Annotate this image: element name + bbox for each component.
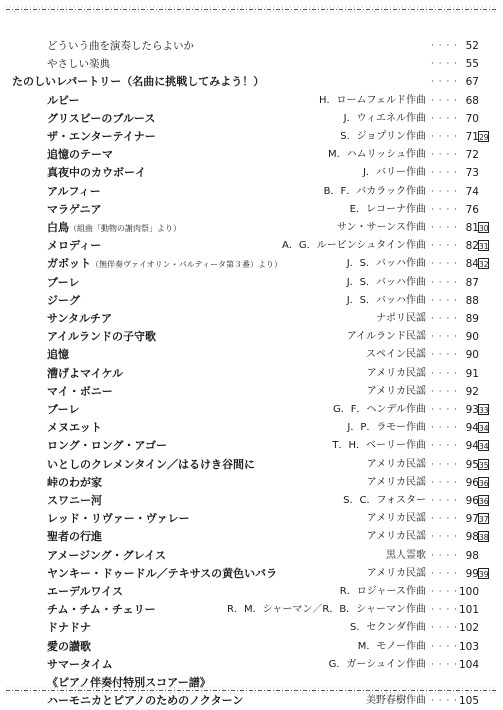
entry-title bbox=[47, 474, 102, 492]
leader-dots: · · · · bbox=[431, 368, 459, 379]
entry-composer: J．バリー作曲 bbox=[363, 167, 426, 179]
entry-title-text: アイルランドの子守歌 bbox=[47, 330, 157, 344]
entry-page-number: 76 bbox=[465, 203, 479, 216]
entry-title bbox=[47, 456, 255, 474]
entry-title bbox=[47, 328, 156, 346]
entry-composer: J．S．バッハ作曲 bbox=[346, 276, 426, 288]
leader-dots: · · · · bbox=[431, 332, 459, 343]
entry-title-text: メロディー bbox=[47, 239, 102, 253]
entry-title bbox=[47, 219, 181, 238]
entry-title bbox=[47, 365, 123, 383]
entry-title-text: 追憶 bbox=[47, 348, 69, 362]
leader-dots: · · · · bbox=[431, 514, 459, 525]
entry-title-text: ジーグ bbox=[47, 293, 80, 307]
leader-dots: · · · · bbox=[431, 59, 459, 70]
entry-page-number: 52 bbox=[465, 40, 479, 52]
entry-title-text: 追憶のテーマ bbox=[47, 148, 113, 162]
toc-entry bbox=[0, 37, 503, 55]
toc-entry bbox=[0, 55, 503, 73]
leader-dots: · · · · bbox=[431, 477, 459, 488]
entry-note: （組曲「動物の謝肉祭」より） bbox=[69, 224, 181, 233]
toc-entry bbox=[0, 92, 503, 110]
entry-title-text: ドナドナ bbox=[47, 621, 91, 635]
entry-title bbox=[47, 492, 102, 510]
entry-page-number: 68 bbox=[465, 94, 479, 107]
entry-composer: H．ロームフェルド作曲 bbox=[318, 94, 426, 106]
leader-dots: · · · · bbox=[431, 204, 459, 215]
entry-title bbox=[47, 528, 102, 546]
entry-composer: M．モノー作曲 bbox=[357, 640, 426, 652]
entry-title-text: ハーモニカとピアノのためのノクターン bbox=[47, 694, 244, 708]
toc-entry bbox=[0, 401, 503, 419]
entry-title-text: 漕げよマイケル bbox=[47, 366, 124, 380]
entry-page-number: 102 bbox=[458, 622, 479, 635]
leader-dots: · · · · bbox=[431, 277, 459, 288]
entry-title-text: どういう曲を演奏したらよいか bbox=[47, 40, 194, 52]
entry-title-text: グリスビーのブルース bbox=[47, 111, 156, 125]
entry-title-text: ザ・エンターテイナー bbox=[47, 130, 156, 143]
entry-page-number: 90 bbox=[465, 349, 479, 362]
toc-entry bbox=[0, 565, 503, 583]
entry-title bbox=[47, 37, 194, 55]
entry-composer: G．ガーシュイン作曲 bbox=[328, 658, 426, 670]
leader-dots: · · · · bbox=[431, 113, 459, 124]
track-number-badge: 39 bbox=[479, 569, 489, 579]
entry-title-text: ブーレ bbox=[47, 275, 80, 289]
entry-title-text: マイ・ボニー bbox=[47, 384, 113, 398]
entry-note: （無伴奏ヴァイオリン・パルティータ第３番）より） bbox=[91, 260, 283, 270]
entry-composer: アメリカ民謡 bbox=[366, 476, 426, 488]
entry-composer: J．ウィエネル作曲 bbox=[343, 112, 426, 124]
entry-title-text: ブーレ bbox=[47, 403, 80, 416]
entry-composer: S．ジョプリン作曲 bbox=[340, 131, 426, 142]
entry-title bbox=[47, 310, 112, 328]
entry-title bbox=[47, 401, 79, 419]
entry-page-number: 98 bbox=[465, 531, 479, 544]
entry-title bbox=[47, 692, 243, 710]
leader-dots: · · · · bbox=[431, 350, 459, 361]
leader-dots: · · · · bbox=[431, 241, 459, 252]
leader-dots: · · · · bbox=[431, 623, 459, 634]
entry-composer: G．F．ヘンデル作曲 bbox=[332, 404, 426, 415]
leader-dots: · · · · bbox=[431, 441, 459, 452]
toc-entry bbox=[0, 365, 503, 383]
leader-dots: · · · · bbox=[431, 386, 459, 397]
entry-title bbox=[47, 274, 79, 292]
toc-entry bbox=[0, 656, 503, 674]
entry-page-number: 88 bbox=[465, 294, 479, 307]
leader-dots: · · · · bbox=[431, 95, 459, 106]
entry-composer: S．C．フォスター bbox=[343, 495, 426, 506]
toc-entry bbox=[0, 492, 503, 510]
entry-page-number: 97 bbox=[465, 513, 479, 526]
entry-title-text: 《ピアノ伴奏付特別スコアー譜》 bbox=[47, 676, 211, 689]
entry-page-number: 91 bbox=[465, 367, 479, 380]
toc-entry bbox=[0, 255, 503, 273]
entry-title-text: ルビー bbox=[47, 93, 80, 107]
entry-title bbox=[47, 619, 91, 637]
entry-page-number: 94 bbox=[465, 440, 479, 453]
entry-title-text: やさしい楽典 bbox=[47, 58, 110, 71]
track-number-badge: 34 bbox=[479, 442, 489, 452]
leader-dots: · · · · bbox=[431, 405, 459, 415]
entry-composer: アメリカ民謡 bbox=[366, 513, 426, 525]
leader-dots: · · · · bbox=[431, 150, 459, 161]
entry-page-number: 70 bbox=[465, 112, 479, 125]
entry-title-text: エーデルワイス bbox=[47, 585, 124, 598]
entry-composer: B．F．バカラック作曲 bbox=[323, 185, 426, 197]
leader-dots: · · · · bbox=[431, 314, 459, 324]
toc-entry bbox=[0, 583, 503, 601]
track-number-badge: 30 bbox=[479, 224, 489, 233]
entry-page-number: 67 bbox=[465, 76, 479, 89]
entry-title bbox=[47, 419, 102, 437]
entry-composer: M．ハムリッシュ作曲 bbox=[327, 149, 426, 161]
entry-composer: S．セクンダ作曲 bbox=[350, 622, 426, 634]
toc-entry bbox=[0, 474, 503, 492]
leader-dots: · · · · bbox=[431, 696, 459, 707]
toc-entry bbox=[0, 310, 503, 328]
entry-page-number: 99 bbox=[465, 567, 479, 580]
entry-composer: アメリカ民謡 bbox=[366, 531, 426, 543]
entry-composer: E．レコーナ作曲 bbox=[349, 203, 426, 215]
entry-title bbox=[47, 547, 166, 565]
entry-title-text: アメージング・グレイス bbox=[47, 548, 166, 562]
toc-entry bbox=[0, 73, 503, 91]
toc-entry bbox=[0, 510, 503, 528]
entry-title-text: いとしのクレメンタイン／はるけき谷間に bbox=[47, 457, 256, 471]
leader-dots: · · · · bbox=[431, 41, 459, 51]
leader-dots: · · · · bbox=[431, 641, 459, 652]
leader-dots: · · · · bbox=[431, 259, 459, 270]
entry-composer: ナポリ民謡 bbox=[376, 313, 426, 324]
toc-entry bbox=[0, 183, 503, 201]
track-number-badge: 37 bbox=[479, 515, 489, 525]
leader-dots: · · · · bbox=[431, 568, 459, 579]
entry-title bbox=[12, 73, 264, 91]
toc-entry bbox=[0, 601, 503, 619]
leader-dots: · · · · bbox=[431, 423, 459, 434]
leader-dots: · · · · bbox=[431, 186, 459, 197]
toc-entry bbox=[0, 237, 503, 255]
decorative-border-top bbox=[6, 6, 497, 13]
entry-page-number: 96 bbox=[465, 495, 479, 507]
entry-title bbox=[47, 128, 156, 146]
entry-title-text: ガボット bbox=[47, 257, 91, 271]
entry-composer: アメリカ民謡 bbox=[366, 567, 426, 579]
entry-page-number: 73 bbox=[465, 167, 479, 180]
entry-composer: 黒人霊歌 bbox=[386, 549, 426, 561]
entry-page-number: 94 bbox=[465, 422, 479, 435]
toc-entry bbox=[0, 128, 503, 146]
entry-title-text: 白鳥 bbox=[47, 221, 69, 234]
entry-title bbox=[47, 383, 113, 401]
entry-composer: スペイン民謡 bbox=[366, 349, 426, 361]
entry-page-number: 103 bbox=[458, 640, 479, 653]
entry-composer: T．H．ベーリー作曲 bbox=[332, 440, 426, 452]
entry-title bbox=[47, 255, 282, 274]
entry-page-number: 96 bbox=[465, 476, 479, 489]
decorative-border-bottom bbox=[6, 687, 497, 694]
entry-title bbox=[47, 110, 155, 128]
entry-title-text: スワニー河 bbox=[47, 494, 102, 507]
toc-entry bbox=[0, 274, 503, 292]
entry-page-number: 89 bbox=[465, 313, 479, 325]
entry-page-number: 87 bbox=[465, 276, 479, 289]
entry-page-number: 84 bbox=[465, 258, 479, 271]
entry-title-text: たのしいレパートリー（名曲に挑戦してみよう！） bbox=[12, 75, 265, 89]
leader-dots: · · · · bbox=[431, 532, 459, 543]
entry-page-number: 105 bbox=[458, 695, 479, 708]
toc-entry bbox=[0, 292, 503, 310]
entry-title bbox=[47, 601, 156, 619]
entry-title-text: 聖者の行進 bbox=[47, 530, 102, 544]
entry-title bbox=[47, 92, 80, 110]
entry-composer: アメリカ民謡 bbox=[366, 367, 426, 379]
track-number-badge: 36 bbox=[479, 497, 489, 506]
entry-composer: A．G．ルービンシュタイン作曲 bbox=[282, 240, 426, 252]
entry-title-text: マラゲニア bbox=[47, 202, 102, 216]
entry-title bbox=[47, 656, 113, 674]
entry-title bbox=[47, 437, 167, 455]
leader-dots: · · · · bbox=[431, 659, 459, 670]
entry-page-number: 100 bbox=[458, 586, 479, 598]
leader-dots: · · · · bbox=[431, 77, 459, 88]
entry-title bbox=[47, 583, 123, 601]
entry-page-number: 92 bbox=[465, 385, 479, 398]
toc-entry bbox=[0, 528, 503, 546]
entry-composer: アイルランド民謡 bbox=[346, 331, 426, 343]
track-number-badge: 31 bbox=[479, 242, 489, 252]
entry-title bbox=[47, 638, 91, 656]
track-number-badge: 29 bbox=[479, 133, 489, 142]
entry-title bbox=[47, 146, 113, 164]
track-number-badge: 34 bbox=[479, 424, 489, 434]
toc-entry bbox=[0, 437, 503, 455]
entry-composer: J．S．バッハ作曲 bbox=[346, 294, 426, 306]
leader-dots: · · · · bbox=[431, 587, 459, 597]
leader-dots: · · · · bbox=[431, 168, 459, 179]
entry-title-text: メヌエット bbox=[47, 421, 102, 435]
track-number-badge: 35 bbox=[479, 460, 489, 470]
track-number-badge: 32 bbox=[479, 260, 489, 270]
entry-title bbox=[47, 510, 190, 528]
entry-page-number: 81 bbox=[465, 222, 479, 234]
entry-composer: サン・サーンス作曲 bbox=[337, 222, 426, 233]
toc-entry bbox=[0, 201, 503, 219]
entry-page-number: 55 bbox=[465, 58, 479, 71]
entry-title bbox=[47, 183, 101, 201]
entry-composer: J．P．ラモー作曲 bbox=[347, 422, 426, 434]
toc-entry bbox=[0, 456, 503, 474]
track-number-badge: 33 bbox=[479, 406, 489, 415]
entry-title-text: ロング・ロング・アゴー bbox=[47, 439, 168, 453]
entry-title-text: 峠のわが家 bbox=[47, 475, 102, 489]
entry-title bbox=[47, 292, 80, 310]
entry-title-text: チム・チム・チェリー bbox=[47, 603, 156, 617]
entry-title-text: 真夜中のカウボーイ bbox=[47, 166, 146, 180]
entry-title-text: サンタルチア bbox=[47, 312, 113, 325]
entry-composer: R．M．シャーマン／R．B．シャーマン作曲 bbox=[227, 604, 426, 616]
toc-entry bbox=[0, 110, 503, 128]
leader-dots: · · · · bbox=[431, 459, 459, 470]
toc-entry bbox=[0, 419, 503, 437]
toc-entry bbox=[0, 547, 503, 565]
toc-entry bbox=[0, 638, 503, 656]
toc-entry bbox=[0, 164, 503, 182]
entry-title bbox=[47, 565, 277, 583]
entry-page-number: 101 bbox=[458, 604, 479, 617]
entry-title-text: 愛の讃歌 bbox=[47, 639, 91, 653]
entry-title bbox=[47, 55, 110, 73]
entry-page-number: 71 bbox=[465, 131, 479, 143]
entry-composer: 美野春樹作曲 bbox=[366, 695, 426, 707]
leader-dots: · · · · bbox=[431, 496, 459, 506]
entry-title bbox=[47, 346, 69, 364]
leader-dots: · · · · bbox=[431, 295, 459, 306]
entry-page-number: 93 bbox=[465, 404, 479, 416]
toc-entry bbox=[0, 619, 503, 637]
entry-title bbox=[47, 201, 102, 219]
entry-composer: J．S．バッハ作曲 bbox=[346, 258, 426, 270]
toc-entry bbox=[0, 692, 503, 710]
toc-entry bbox=[0, 328, 503, 346]
entry-page-number: 98 bbox=[465, 549, 479, 562]
entry-title-text: レッド・リヴァー・ヴァレー bbox=[47, 512, 190, 526]
entry-composer: アメリカ民謡 bbox=[366, 458, 426, 470]
toc-entry bbox=[0, 346, 503, 364]
entry-page-number: 104 bbox=[458, 658, 479, 671]
track-number-badge: 36 bbox=[479, 478, 489, 488]
entry-page-number: 72 bbox=[465, 149, 479, 162]
entry-title bbox=[47, 164, 146, 182]
toc-entry bbox=[0, 219, 503, 237]
leader-dots: · · · · bbox=[431, 223, 459, 233]
entry-title-text: ヤンキー・ドゥードル／テキサスの黄色いバラ bbox=[47, 566, 278, 580]
leader-dots: · · · · bbox=[431, 132, 459, 142]
entry-page-number: 74 bbox=[465, 185, 479, 198]
entry-page-number: 90 bbox=[465, 331, 479, 344]
entry-title-text: サマータイム bbox=[47, 657, 113, 671]
entry-page-number: 95 bbox=[465, 458, 479, 471]
toc-entry bbox=[0, 146, 503, 164]
track-number-badge: 38 bbox=[479, 533, 489, 543]
entry-title-text: アルフィー bbox=[47, 184, 101, 198]
leader-dots: · · · · bbox=[431, 605, 459, 616]
entry-composer: アメリカ民謡 bbox=[366, 385, 426, 397]
entry-composer: R．ロジャース作曲 bbox=[339, 586, 426, 597]
leader-dots: · · · · bbox=[431, 550, 459, 561]
toc-entry bbox=[0, 383, 503, 401]
entry-title bbox=[47, 237, 101, 255]
entry-page-number: 82 bbox=[465, 240, 479, 253]
